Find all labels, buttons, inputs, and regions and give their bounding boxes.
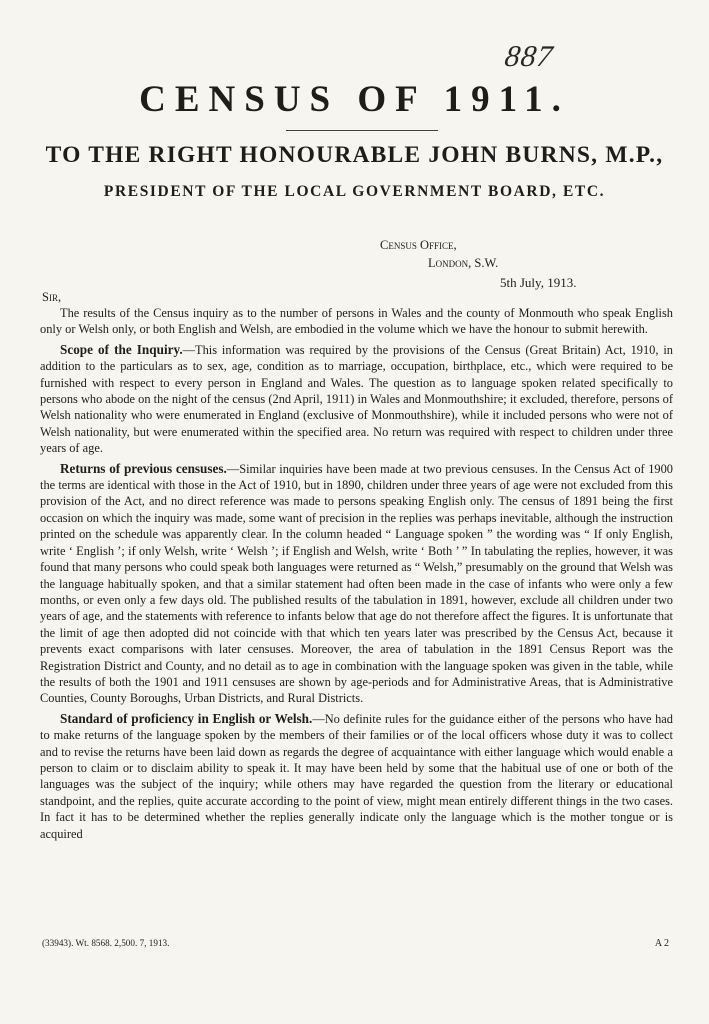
paragraph-scope [40,342,673,457]
paragraph-previous-censuses [40,461,673,707]
sender-office: Census Office, [380,238,457,252]
letter-date: 5th July, 1913. [500,275,577,290]
print-footer [42,938,669,948]
addressee-line: TO THE RIGHT HONOURABLE JOHN BURNS, M.P., [45,142,664,168]
signature-mark: A 2 [654,938,669,949]
addressee-title: PRESIDENT OF THE LOCAL GOVERNMENT BOARD, ETC. [103,183,606,200]
paragraph-text: The results of the Census inquiry as to the number of persons in Wales and the county of Monmouth who speak English only or Welsh only, or both English and Welsh, are embodied in the volume which we have the honour to submit herewith. [40,306,673,337]
title-rule [286,130,438,131]
print-reference: (33943). Wt. 8568. 2,500. 7, 1913. [42,938,170,948]
salutation: Sir, [42,290,62,304]
paragraph-heading: Standard of proficiency in English or Welsh. [60,710,313,726]
letter-body [40,305,673,846]
paragraph-intro [40,305,673,338]
paragraph-standard-proficiency [40,711,673,842]
paragraph-heading: Scope of the Inquiry. [60,341,183,357]
paragraph-text: —This information was required by the provisions of the Census (Great Britain) Act, 1910, in addition to the particulars as to sex, age, condition as to marriage, occupation, birthplace, etc., which were required to be furnished with respect to every person in England and Wales. The question as to language spoken related specifically to persons who abode on the night of the census (2nd April, 1911) in Wales and Monmouthshire; it excluded, therefore, persons of Welsh nationality who were enumerated in England (exclusive of Monmouthshire), while it included persons who were not of Welsh nationality, but were enumerated within the specified area. No return was required with respect to children under three years of age. [40,342,673,456]
sender-city: London, S.W. [428,256,499,270]
paragraph-text: —No definite rules for the guidance either of the persons who have had to make returns of the language spoken by the members of their families or of the local officers whose duty it was to collect and to revise the returns have been laid down as regards the degree of acquaintance with either language which would enable a person to claim or to disclaim ability to speak it. It may have been held by some that the habitual use of one or both of the languages was the subject of the inquiry; while others may have regarded the question from the literary or educational standpoint, and the replies, quite accurate according to the point of view, might mean entirely different things in the two cases. In fact it has to be determined whether the replies generally indicate only the language which is the mother tongue or is acquired [40,711,673,841]
paragraph-heading: Returns of previous censuses. [60,460,227,476]
document-title: CENSUS OF 1911. [139,79,570,120]
paragraph-text: —Similar inquiries have been made at two previous censuses. In the Census Act of 1900 the terms are identical with those in the Act of 1910, but in 1890, children under three years of age were not excluded from this provision of the Act, and no direct reference was made to persons speaking English only. The census of 1891 being the first occasion on which the inquiry was made, some want of precision in the replies was perhaps inevitable, although the instruction printed on the schedule was apparently clear. In the column headed “ Language spoken ” the wording was “ If only English, write ‘ English ’; if only Welsh, write ‘ Welsh ’; if English and Welsh, write ‘ Both ’ ” In tabulating the replies, however, it was found that many persons who could speak both languages were returned as “ Welsh,” presumably on the ground that Welsh was the language habitually spoken, and that a similar statement had often been made in the case of infants who were only a few months, or even only a few days old. The published results of the tabulation in 1891, however, exclude all children under two years of age, and the statements with reference to infants below that age do not therefore affect the figures. It is unfortunate that the limit of age then adopted did not coincide with that which ten years later was prescribed by the Census Act, because it prevents exact comparisons with later censuses. Moreover, the area of tabulation in the 1891 Census Report was the Registration District and County, and no detail as to age in combination with the language spoken was given in the table, while the results of both the 1901 and 1911 censuses are shown by age-periods and for Administrative Areas, that is Administrative Counties, County Boroughs, Urban Districts, and Rural Districts. [40,461,673,706]
folio-number: 887 [502,40,556,73]
